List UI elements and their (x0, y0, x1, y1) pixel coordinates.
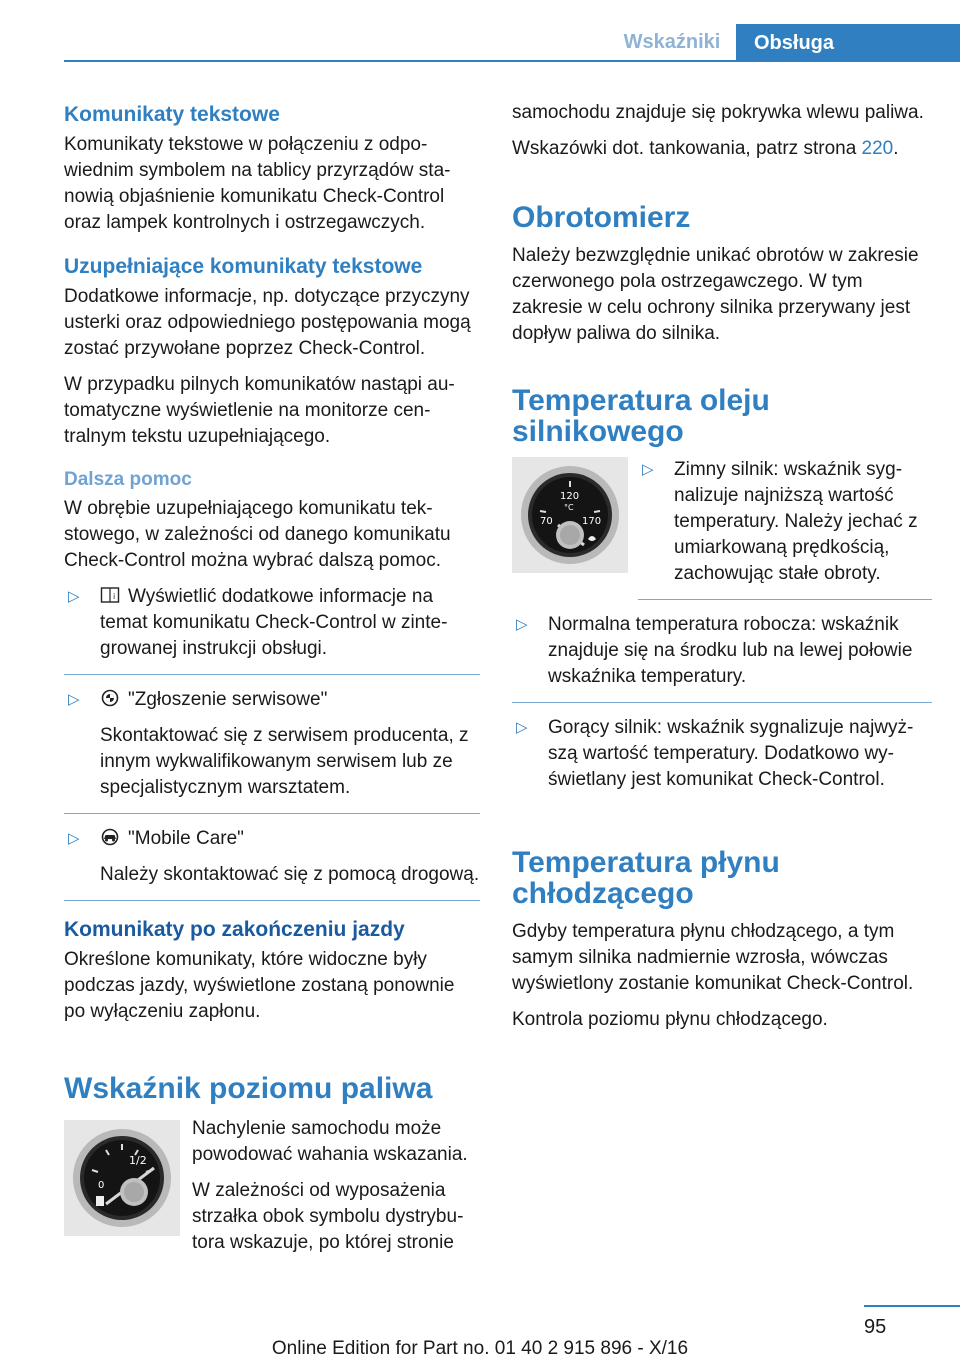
oil-states-list-a (638, 457, 932, 600)
triangle-bullet-icon: ▷ (68, 588, 80, 605)
svg-text:i: i (113, 592, 116, 601)
list-item-text: "Zgłoszenie serwisowe" (128, 689, 328, 710)
paragraph-supplementary-2: W przypadku pilnych komunikatów nastąpi automatyczne wyświetlenie na monitorze centralnym tekstu uzupełniającego. (64, 374, 455, 447)
triangle-bullet-icon: ▷ (642, 461, 654, 478)
page-number: 95 (864, 1316, 887, 1338)
edition-footer: Online Edition for Part no. 01 40 2 915 896 - X/16 (271, 1338, 689, 1359)
list-item-subtext: Skontaktować się z serwisem producenta, z innym wykwalifikowanym serwisem lub ze specjalistycznym warsztatem. (100, 725, 469, 798)
list-item-subtext: Należy skontaktować się z pomocą drogową. (100, 864, 480, 885)
heading-oil-temperature: Temperatura oleju silnikowego (512, 384, 770, 448)
right-column (512, 100, 932, 1043)
paragraph-fuel-1: Nachylenie samochodu może powodować wahania wskazania. (192, 1118, 468, 1165)
triangle-bullet-icon: ▷ (516, 719, 528, 736)
fuel-gauge-zero-label: 0 (98, 1180, 105, 1191)
heading-supplementary-messages: Uzupełniające komunikaty tekstowe (64, 255, 423, 278)
header-tab-obsluga[interactable]: Obsługa (736, 24, 960, 62)
list-item (638, 457, 932, 600)
heading-tachometer: Obrotomierz (512, 201, 691, 234)
bmw-service-icon (100, 689, 120, 707)
list-item (64, 584, 480, 675)
paragraph-fuel-2: W zależności od wyposażenia strzałka obok symbolu dystrybutora wskazuje, po której stronie (192, 1180, 464, 1253)
fuel-pump-icon (96, 1196, 104, 1206)
oil-gauge-unit-label: °C (564, 503, 574, 512)
fuel-gauge-image (64, 1120, 180, 1236)
paragraph-coolant-2: Kontrola poziomu płynu chłodzącego. (512, 1009, 828, 1030)
heading-further-help: Dalsza pomoc (64, 469, 192, 490)
oil-gauge-left-label: 70 (540, 516, 553, 527)
paragraph-supplementary-1: Dodatkowe informacje, np. dotyczące przyczyny usterki oraz odpowiedniego postępowania mogą zostać przywołane poprzez Check-Control. (64, 286, 471, 359)
mobile-care-icon (100, 828, 120, 846)
paragraph-fuel-continued: samochodu znajduje się pokrywka wlewu paliwa. (512, 102, 924, 123)
manual-icon (100, 586, 120, 604)
heading-text-messages: Komunikaty tekstowe (64, 103, 280, 126)
paragraph-tachometer: Należy bezwzględnie unikać obrotów w zakresie czerwonego pola ostrzegawczego. W tym zakresie w celu ochrony silnika przerywany jest dopływ paliwa do silnika. (512, 245, 919, 344)
list-item-text: Normalna temperatura robocza: wskaźnik znajduje się na środku lub na lewej połowie wskaźnika temperatury. (548, 614, 913, 687)
page-link-220[interactable]: 220 (861, 138, 894, 159)
oil-gauge-mid-label: 120 (560, 491, 580, 502)
list-item-text: Gorący silnik: wskaźnik sygnalizuje najwyższą wartość temperatury. Dodatkowo wyświetlany jest komunikat Check-Control. (548, 717, 914, 790)
heading-coolant-temperature: Temperatura płynu chłodzącego (512, 846, 780, 910)
left-column (64, 100, 480, 1266)
paragraph-end-of-drive: Określone komunikaty, które widoczne były podczas jazdy, wyświetlone zostaną ponownie po wyłączeniu zapłonu. (64, 949, 455, 1022)
list-item-text: "Mobile Care" (128, 828, 244, 849)
triangle-bullet-icon: ▷ (68, 830, 80, 847)
triangle-bullet-icon: ▷ (68, 691, 80, 708)
footer-rule (864, 1305, 960, 1307)
list-item (64, 687, 480, 814)
heading-fuel-gauge: Wskaźnik poziomu paliwa (64, 1072, 433, 1105)
triangle-bullet-icon: ▷ (516, 616, 528, 633)
paragraph-text-messages: Komunikaty tekstowe w połączeniu z odpowiednim symbolem na tablicy przyrządów stanowią objaśnienie komunikatu Check-Control oraz lampek kontrolnych i ostrzegawczych. (64, 134, 451, 233)
paragraph-coolant-1: Gdyby temperatura płynu chłodzącego, a tym samym silnika nadmiernie wzrosła, wówczas wyświetlony zostanie komunikat Check-Control. (512, 921, 914, 994)
oil-states-list-b (512, 612, 932, 805)
header-rule (64, 60, 960, 62)
help-options-list (64, 584, 480, 901)
header-tab-wskazniki[interactable]: Wskaźniki (623, 31, 721, 53)
paragraph-further-help: W obrębie uzupełniającego komunikatu tekstowego, w zależności od danego komunikatu Check-Control można wybrać dalszą pomoc. (64, 498, 451, 571)
heading-end-of-drive: Komunikaty po zakończeniu jazdy (64, 918, 405, 941)
list-item-text: Wyświetlić dodatkowe informacje na temat komunikatu Check-Control w zintegrowanej instrukcji obsługi. (100, 586, 448, 659)
list-item (512, 612, 932, 703)
list-item (64, 826, 480, 901)
oil-gauge-right-label: 170 (582, 516, 602, 527)
fuel-gauge-half-label: 1/2 (129, 1154, 147, 1167)
list-item (512, 715, 932, 805)
oil-temperature-gauge-image (512, 457, 628, 573)
paragraph-fuel-refer: Wskazówki dot. tankowania, patrz strona 220. (512, 138, 899, 159)
list-item-text: Zimny silnik: wskaźnik sygnalizuje najniższą wartość temperatury. Należy jechać z umiarkowaną prędkością, zachowując stałe obroty. (674, 459, 918, 584)
